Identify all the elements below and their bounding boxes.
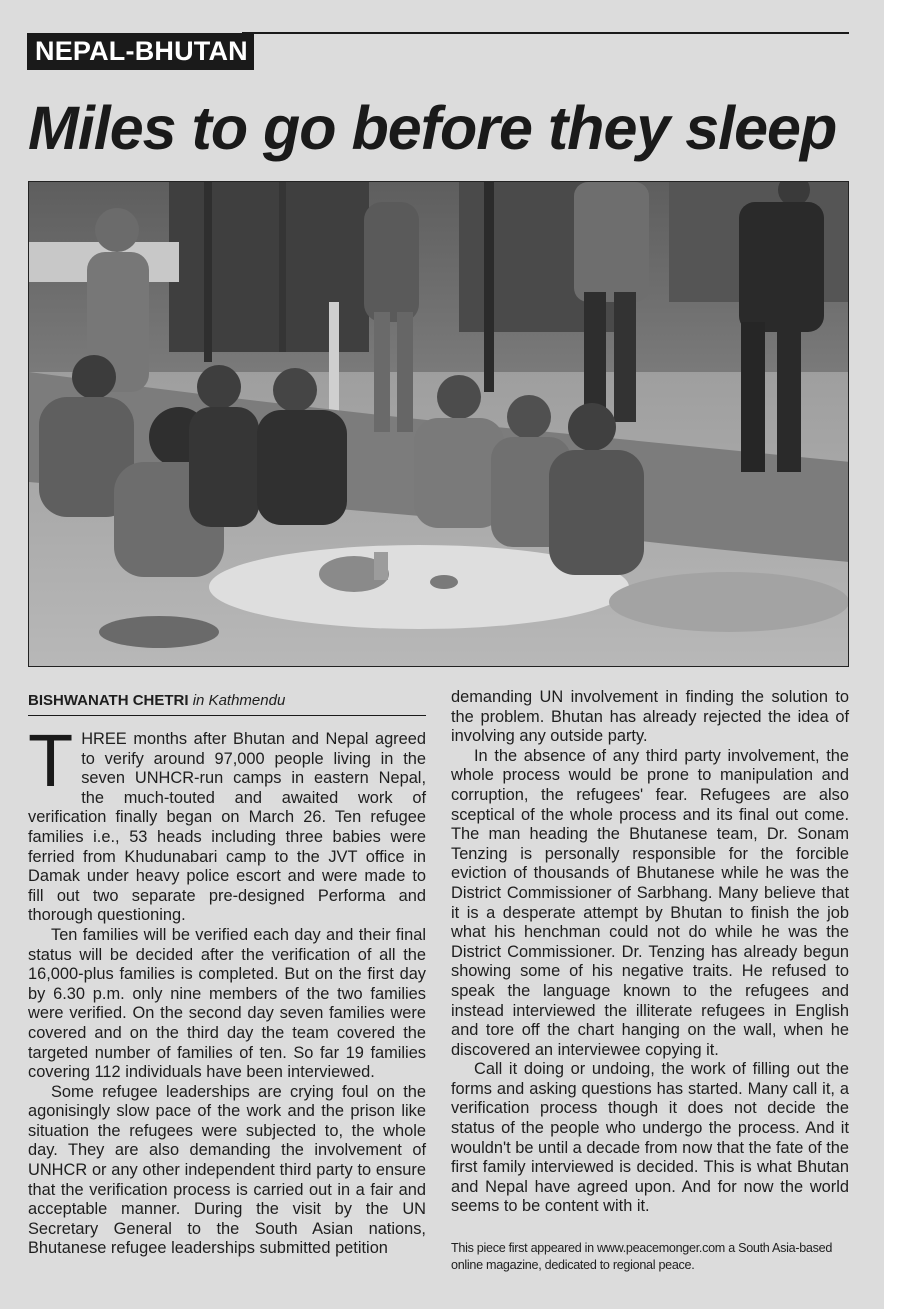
byline-location: in Kathmendu — [192, 692, 286, 709]
intro-text: HREE months after Bhutan and Nepal agreed to verify around 97,000 people living in the seven UNHCR-run camps in eastern Nepal, the much-touted and awaited work of verification finally began on March 26. Ten refugee families i.e., 53 heads including three babies were ferried from Khudunabari camp to the JVT office in Damak under heavy police escort and were made to fill out two separate pre-designed Performa and thorough questioning. — [28, 730, 426, 925]
drop-cap: T — [28, 719, 74, 802]
header-rule — [242, 32, 849, 34]
article-headline: Miles to go before they sleep — [28, 94, 837, 162]
article-column-right — [451, 688, 849, 1274]
article-column-left — [28, 688, 426, 1259]
byline-author: BISHWANATH CHETRI — [28, 692, 189, 709]
paragraph: In the absence of any third party involvement, the whole process would be prone to manipulation and corruption, the refugees' fear. Refugees are also sceptical of the whole process and its final out come. The man heading the Bhutanese team, Dr. Sonam Tenzing is personally responsible for the forcible eviction of thousands of Bhutanese while he was the District Commissioner of Sarbhang. Many believe that it is a desperate attempt by Bhutan to finish the job what his henchman could not do while he was the District Commissioner. Dr. Tenzing has already begun showing some of his negative traits. He refused to speak the language known to the refugees and instead interviewed the illiterate refugees in English and tore off the chart hanging on the wall, when he discovered an interviewee copying it. — [451, 746, 849, 1059]
source-note: This piece first appeared in www.peacemonger.com a South Asia-based online magazine, dedicated to regional peace. — [451, 1241, 833, 1273]
paragraph: Some refugee leaderships are crying foul on the agonisingly slow pace of the work and the prison like situation the refugees were subjected to, the whole day. They are also demanding the involvement of UNHCR or any other independent third party to ensure that the verification process is carried out in a fair and acceptable manner. During the visit by the UN Secretary General to the South Asian nations, Bhutanese refugee leaderships submitted petition — [28, 1082, 426, 1258]
photo-illustration — [29, 182, 849, 667]
paragraph: Ten families will be verified each day and their final status will be decided after the verification of all the 16,000-plus families is completed. But on the first day by 6.30 p.m. only nine members of the two families were verified. On the second day seven families were covered and on the third day the team covered the targeted number of families of ten. So far 19 families covering 112 individuals have been interviewed. — [28, 925, 426, 1082]
paragraph: Call it doing or undoing, the work of filling out the forms and asking questions has started. Many call it, a verification process though it does not decide the status of the people who undergo the process. And it wouldn't be until a decade from now that the fate of the first family interviewed is decided. This is what Bhutan and Nepal have agreed upon. And for now the world seems to be content with it. — [451, 1060, 849, 1216]
byline — [28, 688, 426, 716]
paragraph-intro — [28, 719, 426, 926]
article-photo — [28, 181, 849, 667]
section-kicker: NEPAL-BHUTAN — [27, 33, 254, 70]
paragraph: demanding UN involvement in finding the solution to the problem. Bhutan has already rejected the idea of involving any outside party. — [451, 688, 849, 746]
